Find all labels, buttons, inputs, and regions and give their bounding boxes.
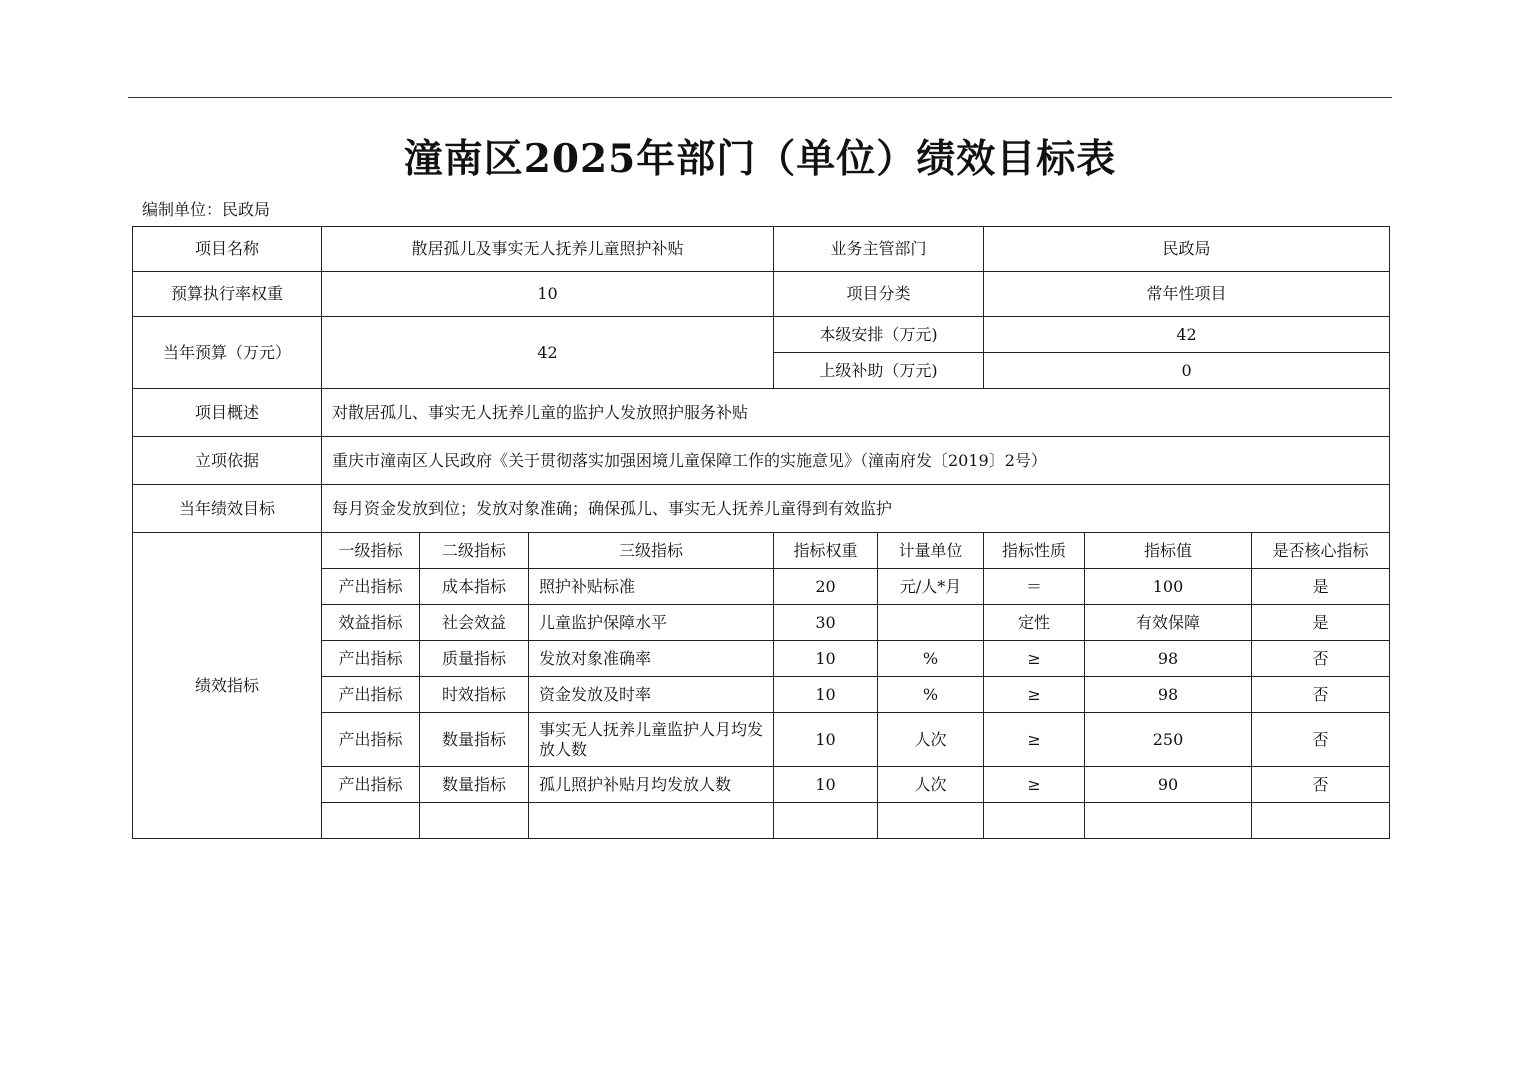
weight-cell: 10	[774, 713, 878, 767]
header-unit: 计量单位	[878, 533, 984, 569]
header-level2: 二级指标	[420, 533, 529, 569]
level1-cell: 产出指标	[322, 713, 420, 767]
core-cell: 否	[1252, 767, 1390, 803]
level1-cell: 效益指标	[322, 605, 420, 641]
weight-cell: 10	[774, 767, 878, 803]
indicator-row	[133, 569, 1390, 605]
level1-cell: 产出指标	[322, 569, 420, 605]
empty-cell	[878, 803, 984, 839]
value-cell: 98	[1085, 677, 1252, 713]
budget-weight-value: 10	[322, 272, 774, 317]
value-cell: 98	[1085, 641, 1252, 677]
upper-value: 0	[984, 353, 1390, 389]
unit-cell: %	[878, 641, 984, 677]
upper-label: 上级补助（万元)	[774, 353, 984, 389]
level3-cell: 资金发放及时率	[529, 677, 774, 713]
header-level1: 一级指标	[322, 533, 420, 569]
value-cell: 100	[1085, 569, 1252, 605]
level2-cell: 质量指标	[420, 641, 529, 677]
category-value: 常年性项目	[984, 272, 1390, 317]
header-core: 是否核心指标	[1252, 533, 1390, 569]
row-project-name	[133, 227, 1390, 272]
value-cell: 250	[1085, 713, 1252, 767]
row-budget-weight	[133, 272, 1390, 317]
top-rule	[128, 97, 1392, 98]
indicators-label: 绩效指标	[133, 533, 322, 839]
unit-cell: 人次	[878, 713, 984, 767]
header-level3: 三级指标	[529, 533, 774, 569]
budget-label: 当年预算（万元）	[133, 317, 322, 389]
local-value: 42	[984, 317, 1390, 353]
header-value: 指标值	[1085, 533, 1252, 569]
level2-cell: 社会效益	[420, 605, 529, 641]
level1-cell: 产出指标	[322, 641, 420, 677]
level1-cell: 产出指标	[322, 767, 420, 803]
header-weight: 指标权重	[774, 533, 878, 569]
nature-cell: ＝	[984, 569, 1085, 605]
weight-cell: 30	[774, 605, 878, 641]
level3-cell: 发放对象准确率	[529, 641, 774, 677]
level1-cell: 产出指标	[322, 677, 420, 713]
indicator-row	[133, 641, 1390, 677]
compiler-unit: 编制单位：民政局	[142, 200, 271, 219]
weight-cell: 10	[774, 641, 878, 677]
header-nature: 指标性质	[984, 533, 1085, 569]
row-overview	[133, 389, 1390, 437]
empty-cell	[1252, 803, 1390, 839]
nature-cell: 定性	[984, 605, 1085, 641]
local-label: 本级安排（万元)	[774, 317, 984, 353]
nature-cell: ≥	[984, 677, 1085, 713]
nature-cell: ≥	[984, 713, 1085, 767]
page-title: 潼南区2025年部门（单位）绩效目标表	[403, 136, 1117, 182]
level2-cell: 数量指标	[420, 713, 529, 767]
indicator-row	[133, 605, 1390, 641]
budget-weight-label: 预算执行率权重	[133, 272, 322, 317]
unit-cell	[878, 605, 984, 641]
level3-cell: 孤儿照护补贴月均发放人数	[529, 767, 774, 803]
weight-cell: 20	[774, 569, 878, 605]
indicator-row	[133, 713, 1390, 767]
core-cell: 否	[1252, 641, 1390, 677]
empty-cell	[529, 803, 774, 839]
performance-table	[132, 226, 1390, 839]
row-goal	[133, 485, 1390, 533]
empty-indicator-row	[133, 803, 1390, 839]
overview-label: 项目概述	[133, 389, 322, 437]
dept-label: 业务主管部门	[774, 227, 984, 272]
level2-cell: 时效指标	[420, 677, 529, 713]
overview-value: 对散居孤儿、事实无人抚养儿童的监护人发放照护服务补贴	[322, 389, 1390, 437]
core-cell: 否	[1252, 677, 1390, 713]
indicator-row	[133, 767, 1390, 803]
weight-cell: 10	[774, 677, 878, 713]
row-basis	[133, 437, 1390, 485]
goal-label: 当年绩效目标	[133, 485, 322, 533]
level3-cell: 儿童监护保障水平	[529, 605, 774, 641]
nature-cell: ≥	[984, 767, 1085, 803]
level3-cell: 事实无人抚养儿童监护人月均发放人数	[529, 713, 774, 767]
dept-value: 民政局	[984, 227, 1390, 272]
budget-value: 42	[322, 317, 774, 389]
value-cell: 90	[1085, 767, 1252, 803]
empty-cell	[774, 803, 878, 839]
value-cell: 有效保障	[1085, 605, 1252, 641]
empty-cell	[1085, 803, 1252, 839]
level2-cell: 数量指标	[420, 767, 529, 803]
nature-cell: ≥	[984, 641, 1085, 677]
indicator-row	[133, 677, 1390, 713]
level2-cell: 成本指标	[420, 569, 529, 605]
level3-cell: 照护补贴标准	[529, 569, 774, 605]
empty-cell	[420, 803, 529, 839]
empty-cell	[984, 803, 1085, 839]
unit-cell: 人次	[878, 767, 984, 803]
row-budget-local	[133, 317, 1390, 353]
project-name-label: 项目名称	[133, 227, 322, 272]
basis-value: 重庆市潼南区人民政府《关于贯彻落实加强困境儿童保障工作的实施意见》（潼南府发〔2019〕2号）	[322, 437, 1390, 485]
core-cell: 是	[1252, 569, 1390, 605]
unit-cell: 元/人*月	[878, 569, 984, 605]
basis-label: 立项依据	[133, 437, 322, 485]
project-name: 散居孤儿及事实无人抚养儿童照护补贴	[322, 227, 774, 272]
indicator-header-row	[133, 533, 1390, 569]
core-cell: 否	[1252, 713, 1390, 767]
core-cell: 是	[1252, 605, 1390, 641]
category-label: 项目分类	[774, 272, 984, 317]
empty-cell	[322, 803, 420, 839]
goal-value: 每月资金发放到位；发放对象准确；确保孤儿、事实无人抚养儿童得到有效监护	[322, 485, 1390, 533]
unit-cell: %	[878, 677, 984, 713]
